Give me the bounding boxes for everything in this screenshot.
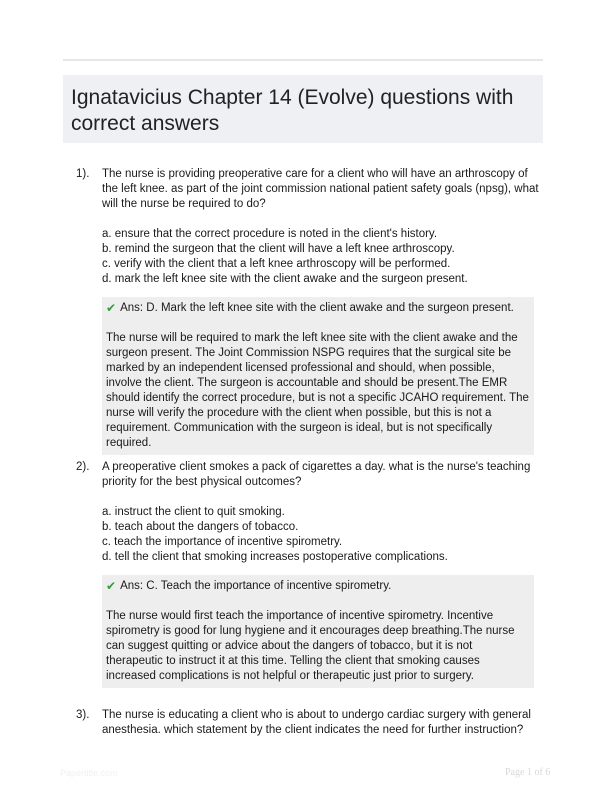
top-divider xyxy=(63,59,543,61)
option-a: a. instruct the client to quit smoking. xyxy=(102,506,285,518)
answer-box xyxy=(102,575,534,688)
option-d: d. tell the client that smoking increases postoperative complications. xyxy=(102,551,448,563)
footer-watermark: Papertitle.com xyxy=(60,768,118,778)
document-title: Ignatavicius Chapter 14 (Evolve) questions with correct answers xyxy=(71,86,514,135)
explanation-text: The nurse would first teach the importance of incentive spirometry. Incentive spirometry is good for lung hygiene and it encourages deep breathing.The nurse can suggest quitting or advice about the dangers of tobacco, but it is not therapeutic to instruct it at this time. Telling the client that smoking causes increased complications is not helpful or therapeutic just prior to surgery. xyxy=(106,610,515,682)
question-text: A preoperative client smokes a pack of cigarettes a day. what is the nurse's teaching priority for the best physical outcomes? xyxy=(102,461,531,488)
option-a: a. ensure that the correct procedure is noted in the client's history. xyxy=(102,228,438,240)
options-list xyxy=(102,227,542,287)
option-c: c. verify with the client that a left knee arthroscopy will be performed. xyxy=(102,258,451,270)
answer-text: Ans: D. Mark the left knee site with the client awake and the surgeon present. xyxy=(120,302,514,314)
question-number: 2). xyxy=(76,461,90,473)
question-text: The nurse is providing preoperative care for a client who will have an arthroscopy of the left knee. as part of the joint commission national patient safety goals (npsg), what will the nurse be required to do? xyxy=(102,168,539,210)
option-b: b. teach about the dangers of tobacco. xyxy=(102,521,299,533)
question-number: 1). xyxy=(76,168,90,180)
page-number: Page 1 of 6 xyxy=(505,767,551,778)
option-b: b. remind the surgeon that the client will have a left knee arthroscopy. xyxy=(102,243,455,255)
check-icon: ✔ xyxy=(106,579,117,593)
option-d: d. mark the left knee site with the client awake and the surgeon present. xyxy=(102,273,468,285)
options-list xyxy=(102,505,542,565)
title-box xyxy=(63,75,543,143)
check-icon: ✔ xyxy=(106,301,117,315)
answer-box xyxy=(102,297,534,455)
question-text: The nurse is educating a client who is about to undergo cardiac surgery with general anesthesia. which statement by the client indicates the need for further instruction? xyxy=(102,709,531,736)
explanation-text: The nurse will be required to mark the left knee site with the client awake and the surgeon present. The Joint Commission NSPG requires that the surgical site be marked by an independent licensed professional and should, when possible, involve the client. The surgeon is accountable and should be present.The EMR should identify the correct procedure, but is not a specific JCAHO requirement. The nurse will verify the procedure with the client when possible, but this is not a requirement. Communication with the surgeon is ideal, but is not specifically required. xyxy=(106,332,529,449)
option-c: c. teach the importance of incentive spirometry. xyxy=(102,536,343,548)
answer-text: Ans: C. Teach the importance of incentive spirometry. xyxy=(120,580,392,592)
question-number: 3). xyxy=(76,709,90,721)
